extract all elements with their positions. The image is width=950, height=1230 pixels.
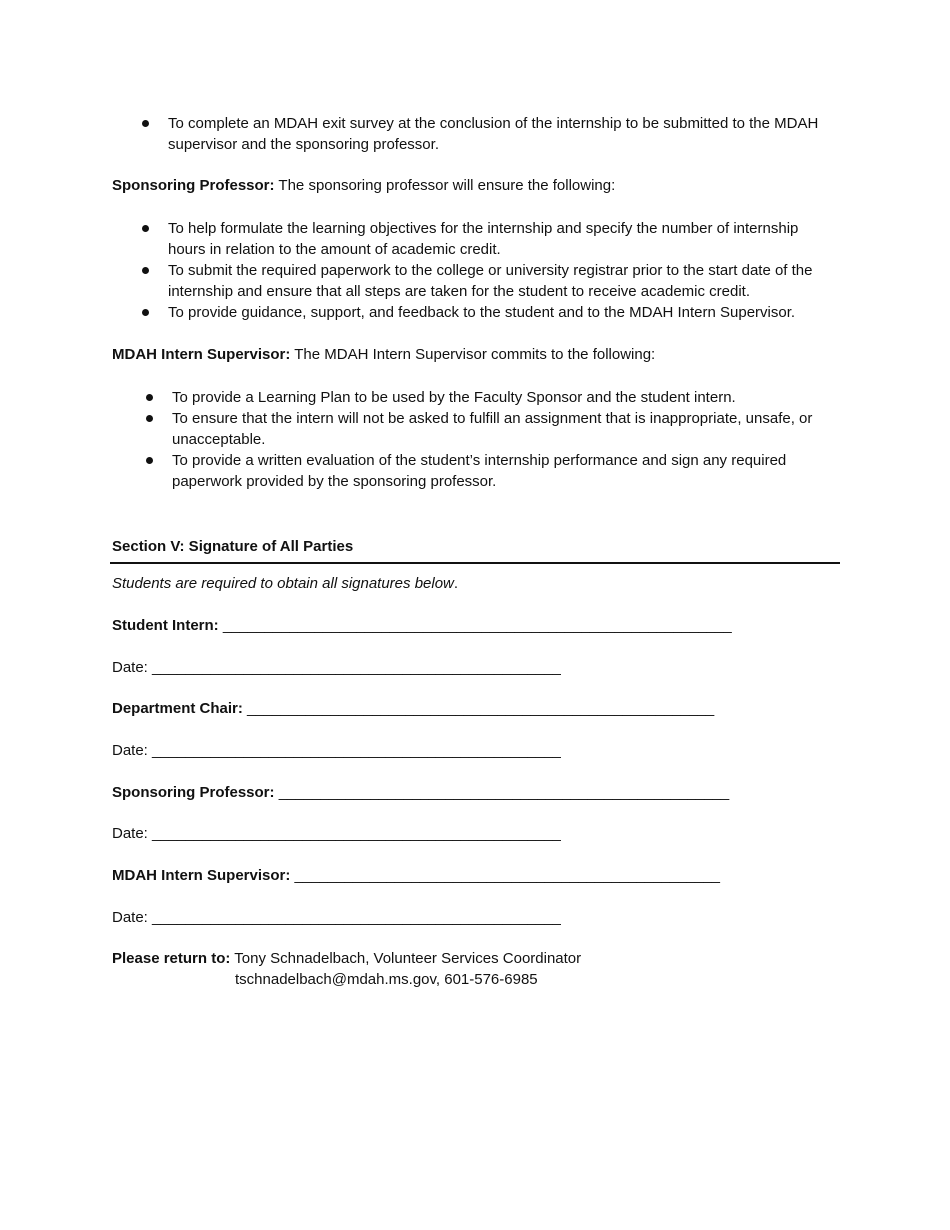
student-intern-label: Student Intern: — [112, 617, 219, 634]
intern-supervisor-list — [140, 387, 840, 492]
department-chair-line: ________________________________________________________ — [242, 700, 715, 717]
list-item-text: To complete an MDAH exit survey at the conclusion of the internship to be submitted to the MDAH supervisor and the sponsoring professor. — [168, 115, 819, 153]
professor-date-field[interactable] — [112, 823, 561, 844]
list-item — [140, 450, 840, 492]
sponsoring-professor-heading: Sponsoring Professor: — [112, 177, 275, 194]
date-line: Date: _________________________________________________ — [112, 825, 561, 842]
list-item-text: To provide a written evaluation of the student’s internship performance and sign any required paperwork provided by the sponsoring professor. — [172, 452, 787, 490]
intern-supervisor-signature-field[interactable] — [112, 865, 720, 886]
intern-supervisor-heading: MDAH Intern Supervisor: — [112, 346, 291, 363]
intern-supervisor-line: ___________________________________________________ — [290, 867, 720, 884]
signature-instruction-period: . — [453, 575, 459, 592]
list-item — [140, 260, 840, 302]
list-item-text: To ensure that the intern will not be asked to fulfill an assignment that is inappropriate, unsafe, or unacceptable. — [172, 410, 813, 448]
student-intern-line: _____________________________________________________________ — [218, 617, 732, 634]
intern-supervisor-label: MDAH Intern Supervisor: — [112, 867, 291, 884]
signature-instruction-text: Students are required to obtain all signatures below — [112, 575, 454, 592]
return-to-label: Please return to: — [112, 950, 231, 967]
list-item — [140, 302, 840, 323]
list-item-text: To help formulate the learning objectives for the internship and specify the number of internship hours in relation to the amount of academic credit. — [168, 220, 799, 258]
return-to-name: Tony Schnadelbach, Volunteer Services Coordinator — [230, 950, 582, 967]
student-intern-signature-field[interactable] — [112, 615, 732, 636]
supervisor-date-field[interactable] — [112, 907, 561, 928]
return-to-contact — [235, 969, 538, 990]
return-to-contact-text: tschnadelbach@mdah.ms.gov, 601-576-6985 — [235, 971, 538, 988]
bullet-icon — [146, 415, 153, 422]
bullet-icon — [146, 457, 153, 464]
bullet-icon — [142, 120, 149, 127]
intern-supervisor-intro-text: The MDAH Intern Supervisor commits to the following: — [290, 346, 656, 363]
date-line: Date: _________________________________________________ — [112, 659, 561, 676]
sponsoring-professor-intro-text: The sponsoring professor will ensure the following: — [274, 177, 616, 194]
sponsoring-professor-line: ______________________________________________________ — [274, 784, 730, 801]
student-date-field[interactable] — [112, 657, 561, 678]
signature-instruction — [112, 573, 842, 594]
chair-date-field[interactable] — [112, 740, 561, 761]
section-divider — [110, 562, 840, 564]
list-item — [140, 218, 840, 260]
department-chair-signature-field[interactable] — [112, 698, 714, 719]
list-item-text: To provide guidance, support, and feedback to the student and to the MDAH Intern Supervisor. — [168, 304, 796, 321]
department-chair-label: Department Chair: — [112, 700, 243, 717]
intern-supervisor-intro — [112, 344, 842, 365]
list-item — [140, 113, 840, 155]
sponsoring-professor-signature-field[interactable] — [112, 782, 729, 803]
sponsoring-professor-list — [140, 218, 840, 323]
sponsoring-professor-intro — [112, 175, 842, 196]
sponsoring-professor-label: Sponsoring Professor: — [112, 784, 275, 801]
bullet-icon — [142, 267, 149, 274]
return-to-line — [112, 948, 581, 969]
list-item-text: To provide a Learning Plan to be used by the Faculty Sponsor and the student intern. — [172, 389, 736, 406]
list-item-text: To submit the required paperwork to the college or university registrar prior to the start date of the internship and ensure that all steps are taken for the student to receive academic credit. — [168, 262, 813, 300]
student-duties-list — [140, 113, 840, 155]
bullet-icon — [142, 225, 149, 232]
date-line: Date: _________________________________________________ — [112, 909, 561, 926]
list-item — [140, 408, 840, 450]
bullet-icon — [146, 394, 153, 401]
section-v-title: Section V: Signature of All Parties — [112, 538, 354, 555]
list-item — [140, 387, 840, 408]
date-line: Date: _________________________________________________ — [112, 742, 561, 759]
bullet-icon — [142, 309, 149, 316]
